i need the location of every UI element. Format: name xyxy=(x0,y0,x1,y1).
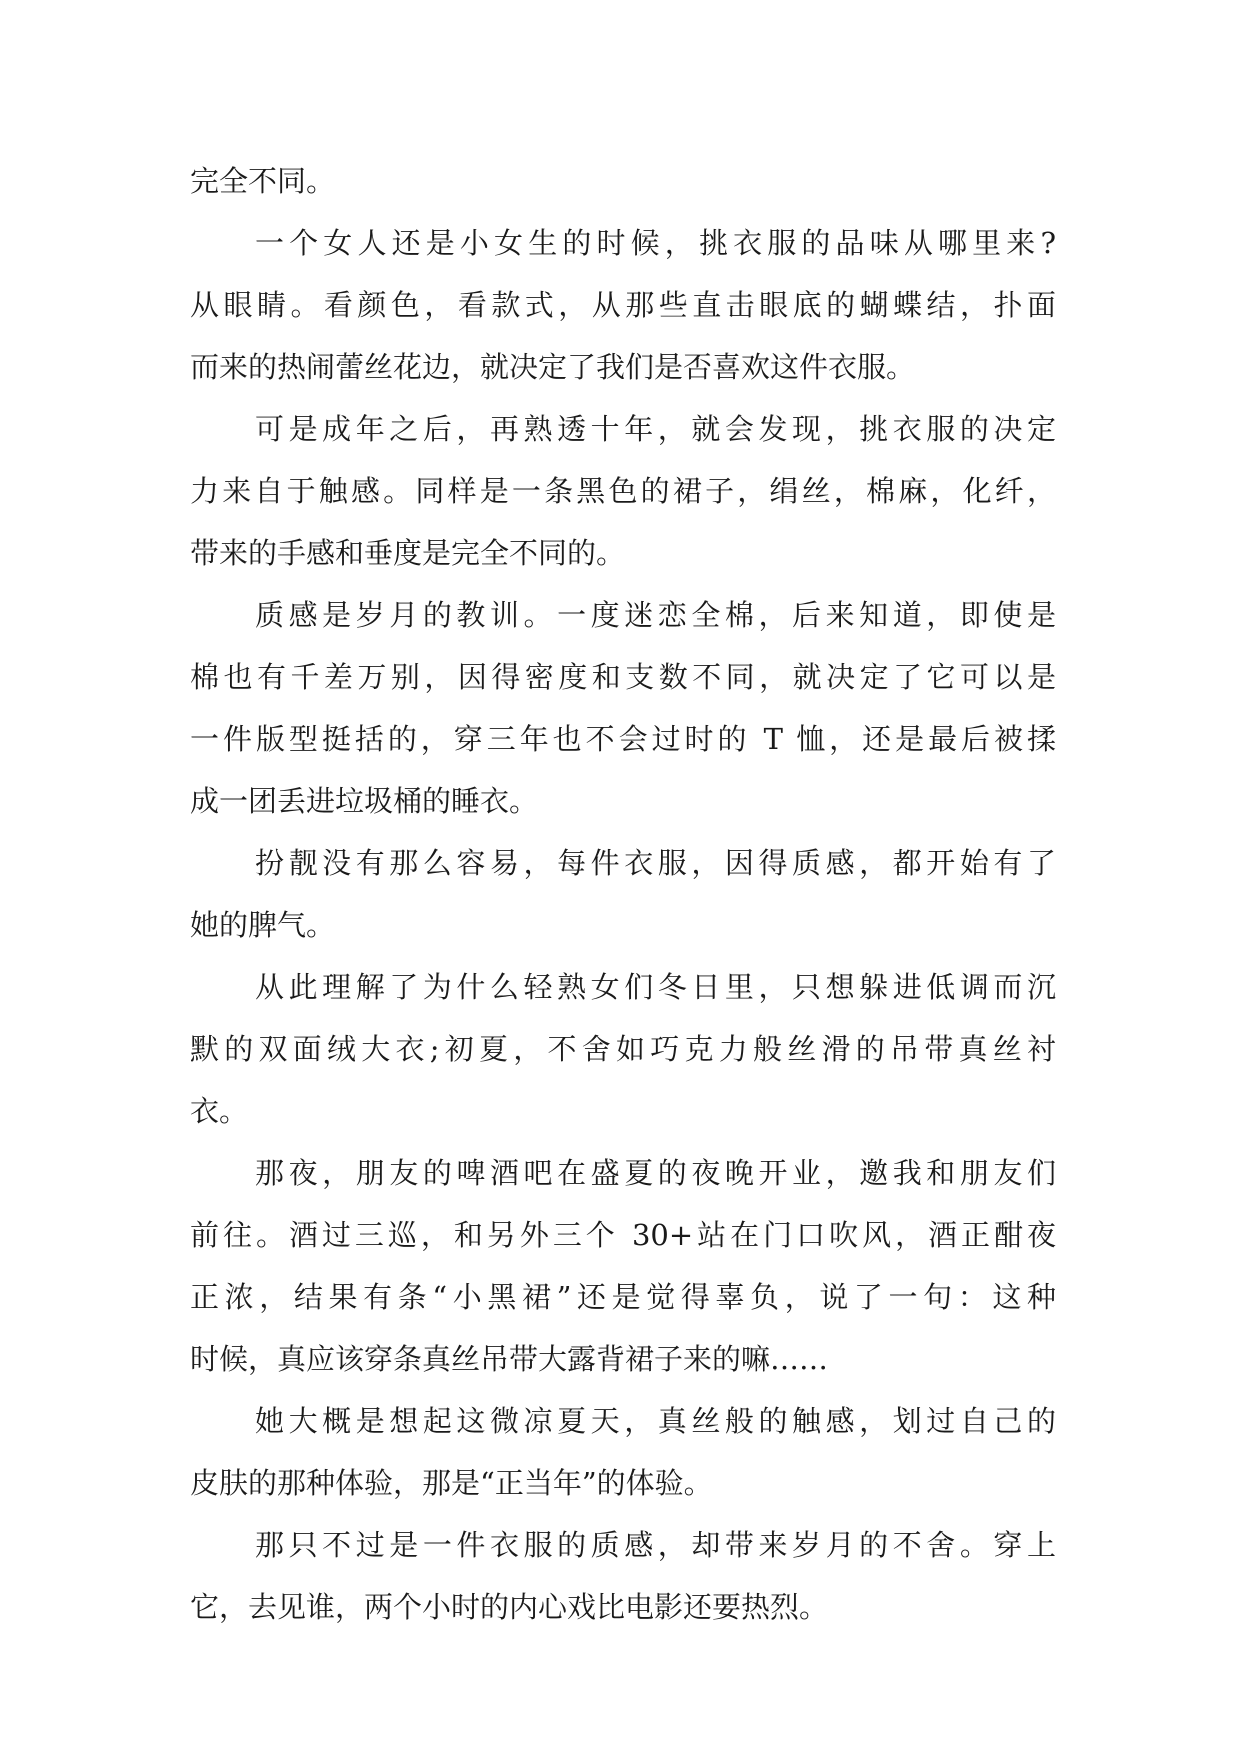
text-line: 而来的热闹蕾丝花边，就决定了我们是否喜欢这件衣服。 xyxy=(190,350,916,384)
text-line: 它，去见谁，两个小时的内心戏比电影还要热烈。 xyxy=(190,1590,829,1624)
text-line: 皮肤的那种体验，那是“正当年”的体验。 xyxy=(190,1466,713,1500)
text-line: 前往。酒过三巡，和另外三个 30+站在门口吹风，酒正酣夜 xyxy=(190,1218,1056,1252)
document-body xyxy=(190,150,1056,1638)
text-line: 完全不同。 xyxy=(190,164,336,198)
text-line: 她大概是想起这微凉夏天，真丝般的触感，划过自己的 xyxy=(255,1404,1056,1438)
text-line: 正浓，结果有条“小黑裙”还是觉得辜负，说了一句：这种 xyxy=(190,1280,1056,1314)
text-line: 从眼睛。看颜色，看款式，从那些直击眼底的蝴蝶结，扑面 xyxy=(190,288,1056,322)
text-line: 棉也有千差万别，因得密度和支数不同，就决定了它可以是 xyxy=(190,660,1056,694)
text-line: 一个女人还是小女生的时候，挑衣服的品味从哪里来? xyxy=(255,226,1056,260)
text-line: 可是成年之后，再熟透十年，就会发现，挑衣服的决定 xyxy=(255,412,1056,446)
text-line: 她的脾气。 xyxy=(190,908,336,942)
text-line: 带来的手感和垂度是完全不同的。 xyxy=(190,536,626,570)
text-line: 扮靓没有那么容易，每件衣服，因得质感，都开始有了 xyxy=(255,846,1056,880)
text-line: 力来自于触感。同样是一条黑色的裙子，绢丝，棉麻，化纤， xyxy=(190,474,1056,508)
text-line: 从此理解了为什么轻熟女们冬日里，只想躲进低调而沉 xyxy=(255,970,1056,1004)
text-line: 一件版型挺括的，穿三年也不会过时的 T 恤，还是最后被揉 xyxy=(190,722,1056,756)
text-line: 那只不过是一件衣服的质感，却带来岁月的不舍。穿上 xyxy=(255,1528,1056,1562)
text-line: 默的双面绒大衣;初夏，不舍如巧克力般丝滑的吊带真丝衬 xyxy=(190,1032,1056,1066)
text-line: 衣。 xyxy=(190,1094,249,1128)
text-line: 成一团丢进垃圾桶的睡衣。 xyxy=(190,784,539,818)
text-line: 质感是岁月的教训。一度迷恋全棉，后来知道，即使是 xyxy=(255,598,1056,632)
text-line: 时候，真应该穿条真丝吊带大露背裙子来的嘛…… xyxy=(190,1342,829,1376)
text-line: 那夜，朋友的啤酒吧在盛夏的夜晚开业，邀我和朋友们 xyxy=(255,1156,1056,1190)
